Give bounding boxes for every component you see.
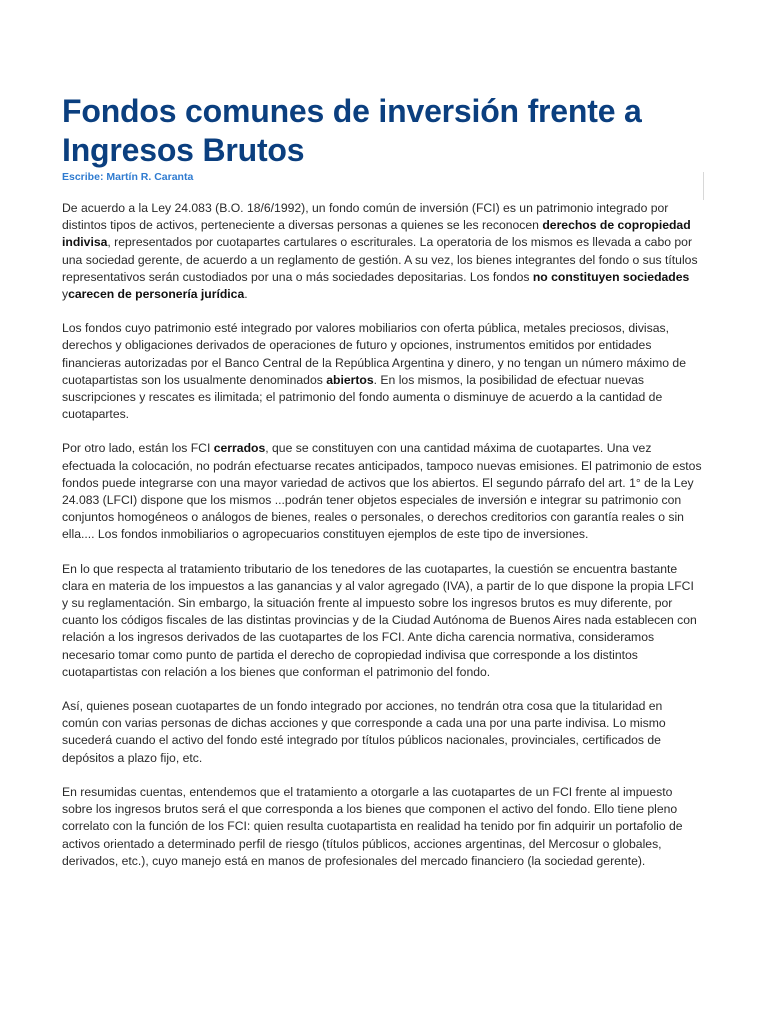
bold-text: abiertos <box>326 372 374 387</box>
article-title: Fondos comunes de inversión frente a Ingresos Brutos <box>62 93 642 168</box>
paragraph-text: . <box>244 287 248 302</box>
article-paragraph <box>62 440 702 543</box>
scroll-indicator <box>703 172 704 200</box>
article-paragraph <box>62 698 702 767</box>
paragraph-text: Así, quienes posean cuotapartes de un fondo integrado por acciones, no tendrán otra cosa que la titularidad en común con varias personas de dichas acciones y que corresponde a cada una por una parte indivisa. Lo mismo sucederá cuando el activo del fondo esté integrado por títulos públicos nacionales, provinciales, certificados de depósitos a plazo fijo, etc. <box>62 699 666 765</box>
article-paragraph <box>62 320 702 423</box>
paragraph-text: . En los mismos, la posibilidad de efectuar nuevas suscripciones y rescates es ilimitada; el patrimonio del fondo aumenta o disminuye de acuerdo a la cantidad de cuotapartes. <box>62 372 663 422</box>
article-body <box>62 200 702 870</box>
bold-text: cerrados <box>213 441 266 456</box>
paragraph-text: y <box>62 287 69 302</box>
bold-text: no constituyen sociedades <box>532 269 690 284</box>
article-byline: Escribe: Martín R. Caranta <box>62 171 194 183</box>
article-paragraph <box>62 561 702 681</box>
paragraph-text: Por otro lado, están los FCI <box>62 441 214 456</box>
article-paragraph <box>62 200 702 303</box>
paragraph-text: En lo que respecta al tratamiento tributario de los tenedores de las cuotapartes, la cuestión se encuentra bastante clara en materia de los impuestos a las ganancias y al valor agregado (IVA), a partir de lo que dispone la propia LFCI y su reglamentación. Sin embargo, la situación frente al impuesto sobre los ingresos brutos es muy diferente, por cuanto los códigos fiscales de las distintas provincias y de la Ciudad Autónoma de Buenos Aires nada establecen con relación a los ingresos derivados de las cuotapartes de los FCI. Ante dicha carencia normativa, consideramos necesario tomar como punto de partida el derecho de copropiedad indivisa que corresponde a los distintos cuotapartistas con relación a los bienes que conforman el patrimonio del fondo. <box>62 561 697 679</box>
paragraph-text: , representados por cuotapartes cartulares o escriturales. La operatoria de los mismos es llevada a cabo por una sociedad gerente, de acuerdo a un reglamento de gestión. A su vez, los bienes integrantes del fondo o sus títulos representativos serán custodiados por una o más sociedades depositarias. Los fondos <box>62 235 698 284</box>
article <box>62 92 702 887</box>
paragraph-text: Los fondos cuyo patrimonio esté integrado por valores mobiliarios con oferta pública, metales preciosos, divisas, derechos y obligaciones derivados de operaciones de futuro y opciones, instrumentos emitidos por entidades financieras autorizadas por el Banco Central de la República Argentina y dinero, y no tengan un número máximo de cuotapartistas son los usualmente denominados <box>62 321 686 387</box>
article-paragraph <box>62 784 702 870</box>
paragraph-text: En resumidas cuentas, entendemos que el tratamiento a otorgarle a las cuotapartes de un FCI frente al impuesto sobre los ingresos brutos será el que corresponda a los bienes que componen el activo del fondo. Ello tiene pleno correlato con la función de los FCI: quien resulta cuotapartista en realidad ha tenido por fin adquirir un portafolio de activos orientado a determinado perfil de riesgo (títulos públicos, acciones argentinas, del Mercosur o globales, derivados, etc.), cuyo manejo está en manos de profesionales del mercado financiero (la sociedad gerente). <box>62 784 683 868</box>
bold-text: derechos de copropiedad indivisa <box>62 218 691 250</box>
paragraph-text: De acuerdo a la Ley 24.083 (B.O. 18/6/1992), un fondo común de inversión (FCI) es un patrimonio integrado por distintos tipos de activos, perteneciente a diversas personas a quienes se les reconocen <box>62 201 669 233</box>
paragraph-text: , que se constituyen con una cantidad máxima de cuotapartes. Una vez efectuada la colocación, no podrán efectuarse recates anticipados, tampoco nuevas emisiones. El patrimonio de estos fondos puede integrarse con una mayor variedad de activos que los abiertos. El segundo párrafo del art. 1° de la Ley 24.083 (LFCI) dispone que los mismos ...podrán tener objetos especiales de inversión e integrar su patrimonio con conjuntos homogéneos o análogos de bienes, reales o personales, o derechos creditorios con garantía reales o sin ella.... Los fondos inmobiliarios o agropecuarios constituyen ejemplos de este tipo de inversiones. <box>62 441 702 542</box>
bold-text: carecen de personería jurídica <box>68 287 245 302</box>
